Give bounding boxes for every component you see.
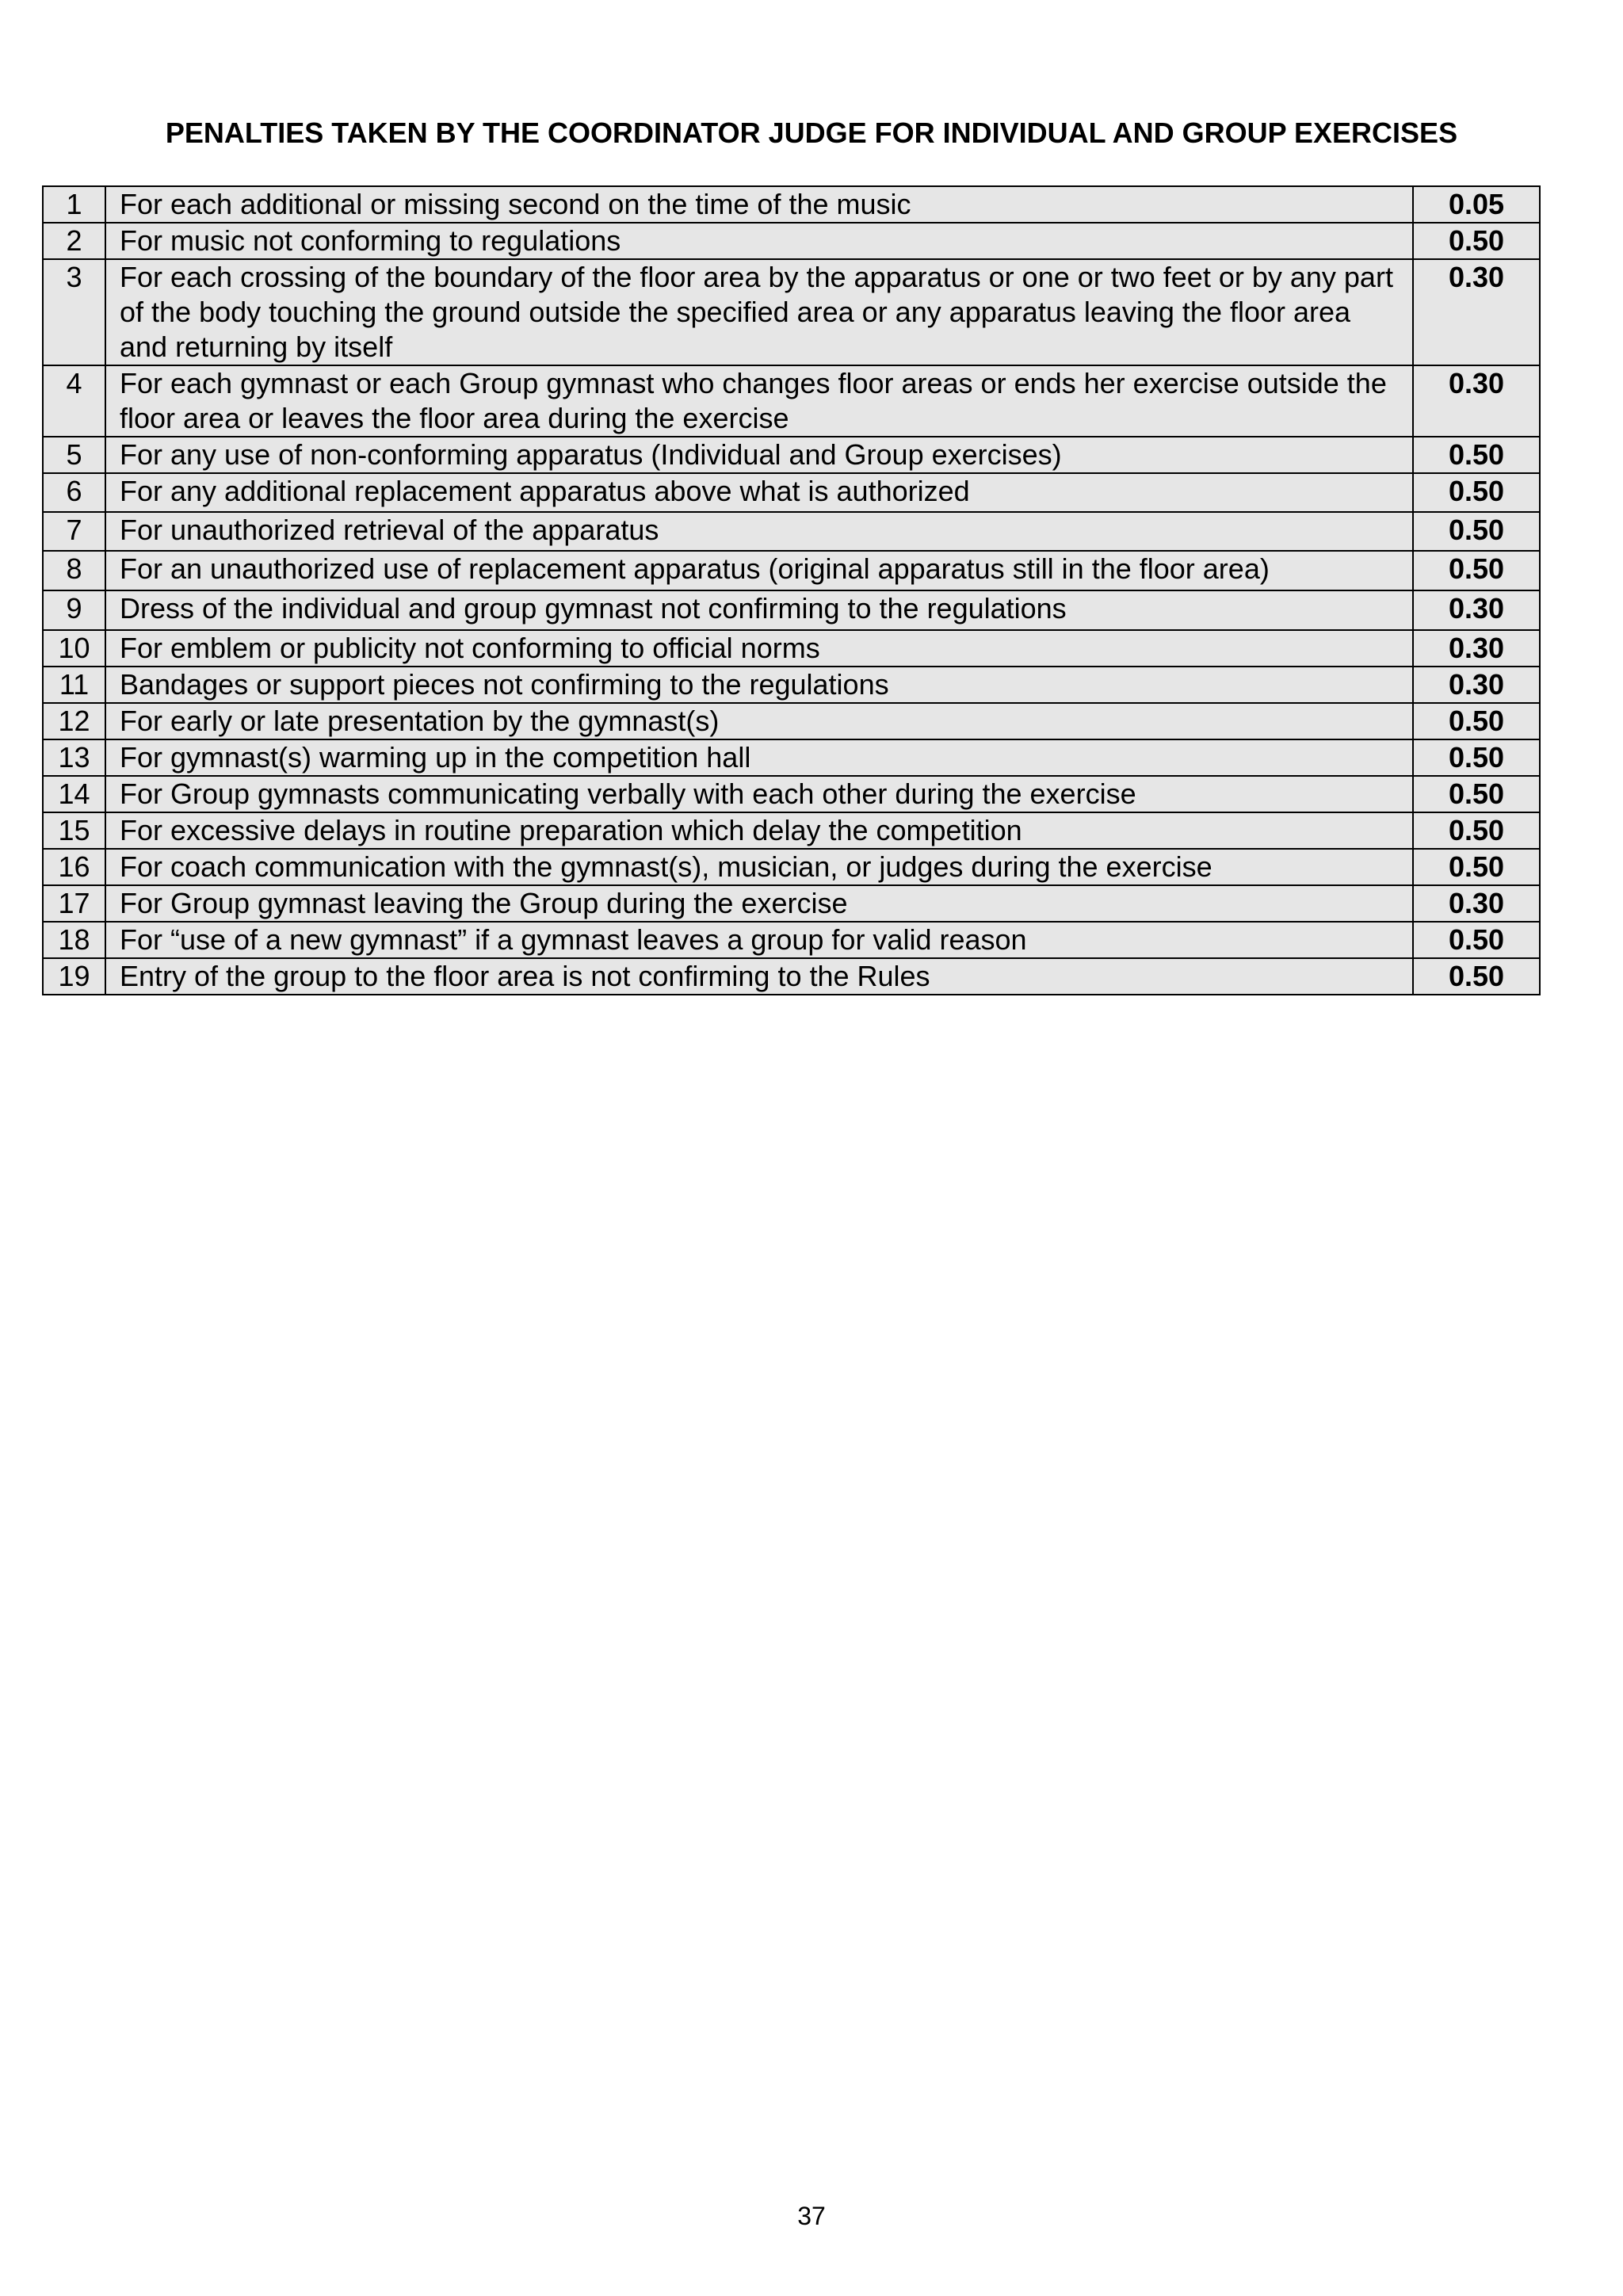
- table-row: [43, 812, 1540, 849]
- table-row: [43, 703, 1540, 739]
- penalty-number: 1: [43, 186, 105, 223]
- penalty-value: 0.50: [1413, 473, 1540, 512]
- penalty-number: 18: [43, 922, 105, 958]
- penalty-value: 0.50: [1413, 551, 1540, 590]
- table-row: [43, 512, 1540, 551]
- penalty-number: 12: [43, 703, 105, 739]
- penalty-number: 19: [43, 958, 105, 995]
- penalty-description: For early or late presentation by the gymnast(s): [105, 703, 1413, 739]
- penalty-number: 6: [43, 473, 105, 512]
- penalty-description: For Group gymnasts communicating verbally with each other during the exercise: [105, 776, 1413, 812]
- penalty-value: 0.50: [1413, 437, 1540, 473]
- penalty-number: 16: [43, 849, 105, 885]
- penalty-value: 0.30: [1413, 667, 1540, 703]
- penalty-description: For any additional replacement apparatus above what is authorized: [105, 473, 1413, 512]
- table-row: [43, 885, 1540, 922]
- penalty-description: For Group gymnast leaving the Group during the exercise: [105, 885, 1413, 922]
- penalty-value: 0.30: [1413, 259, 1540, 365]
- table-row: [43, 223, 1540, 259]
- table-row: [43, 958, 1540, 995]
- penalty-value: 0.50: [1413, 812, 1540, 849]
- penalty-description: For any use of non-conforming apparatus (Individual and Group exercises): [105, 437, 1413, 473]
- penalty-number: 17: [43, 885, 105, 922]
- penalty-value: 0.30: [1413, 365, 1540, 437]
- penalty-value: 0.30: [1413, 630, 1540, 667]
- table-row: [43, 473, 1540, 512]
- penalty-value: 0.50: [1413, 922, 1540, 958]
- penalty-description: For coach communication with the gymnast(s), musician, or judges during the exercise: [105, 849, 1413, 885]
- penalty-value: 0.30: [1413, 590, 1540, 630]
- penalty-number: 10: [43, 630, 105, 667]
- penalty-value: 0.05: [1413, 186, 1540, 223]
- penalty-description: Entry of the group to the floor area is not confirming to the Rules: [105, 958, 1413, 995]
- table-row: [43, 437, 1540, 473]
- penalty-description: For each crossing of the boundary of the floor area by the apparatus or one or two feet or by any part of the body touching the ground outside the specified area or any apparatus leaving the floor area and returning by itself: [105, 259, 1413, 365]
- penalty-number: 3: [43, 259, 105, 365]
- penalty-value: 0.30: [1413, 885, 1540, 922]
- penalty-number: 15: [43, 812, 105, 849]
- penalty-number: 8: [43, 551, 105, 590]
- table-row: [43, 739, 1540, 776]
- penalty-number: 13: [43, 739, 105, 776]
- penalty-description: For “use of a new gymnast” if a gymnast leaves a group for valid reason: [105, 922, 1413, 958]
- table-row: [43, 590, 1540, 630]
- penalty-description: For excessive delays in routine preparation which delay the competition: [105, 812, 1413, 849]
- penalty-number: 14: [43, 776, 105, 812]
- penalty-number: 4: [43, 365, 105, 437]
- penalty-number: 9: [43, 590, 105, 630]
- penalty-description: For each additional or missing second on the time of the music: [105, 186, 1413, 223]
- table-row: [43, 667, 1540, 703]
- penalty-value: 0.50: [1413, 223, 1540, 259]
- table-row: [43, 365, 1540, 437]
- penalties-table: [42, 185, 1541, 995]
- table-row: [43, 630, 1540, 667]
- penalty-description: Dress of the individual and group gymnast not confirming to the regulations: [105, 590, 1413, 630]
- table-row: [43, 922, 1540, 958]
- penalty-value: 0.50: [1413, 958, 1540, 995]
- penalty-description: Bandages or support pieces not confirming to the regulations: [105, 667, 1413, 703]
- table-row: [43, 849, 1540, 885]
- penalty-number: 11: [43, 667, 105, 703]
- penalty-number: 5: [43, 437, 105, 473]
- penalty-value: 0.50: [1413, 703, 1540, 739]
- penalty-description: For music not conforming to regulations: [105, 223, 1413, 259]
- penalty-description: For an unauthorized use of replacement apparatus (original apparatus still in the floor area): [105, 551, 1413, 590]
- table-row: [43, 551, 1540, 590]
- penalty-value: 0.50: [1413, 849, 1540, 885]
- penalty-value: 0.50: [1413, 739, 1540, 776]
- table-row: [43, 186, 1540, 223]
- penalty-description: For emblem or publicity not conforming to official norms: [105, 630, 1413, 667]
- table-row: [43, 259, 1540, 365]
- table-row: [43, 776, 1540, 812]
- penalty-value: 0.50: [1413, 776, 1540, 812]
- penalty-description: For gymnast(s) warming up in the competition hall: [105, 739, 1413, 776]
- page-number: 37: [797, 2202, 826, 2230]
- penalty-description: For unauthorized retrieval of the apparatus: [105, 512, 1413, 551]
- penalty-number: 2: [43, 223, 105, 259]
- penalty-description: For each gymnast or each Group gymnast who changes floor areas or ends her exercise outside the floor area or leaves the floor area during the exercise: [105, 365, 1413, 437]
- page-title: PENALTIES TAKEN BY THE COORDINATOR JUDGE FOR INDIVIDUAL AND GROUP EXERCISES: [165, 117, 1458, 149]
- penalty-number: 7: [43, 512, 105, 551]
- penalty-value: 0.50: [1413, 512, 1540, 551]
